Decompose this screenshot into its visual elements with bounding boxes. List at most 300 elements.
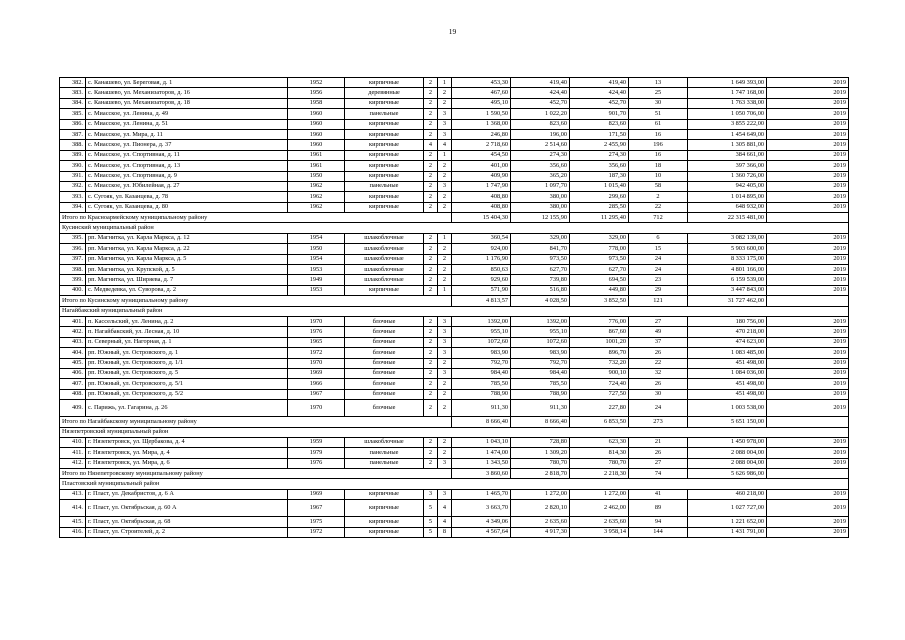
residents-cell: 94 — [629, 517, 688, 527]
residents-cell: 27 — [629, 316, 688, 326]
entrances-cell: 2 — [438, 254, 452, 264]
entrances-cell: 2 — [438, 88, 452, 98]
floors-cell: 2 — [424, 254, 438, 264]
row-number: 409. — [60, 400, 86, 417]
address-cell: г. Пласт, ул. Строителей, д. 2 — [86, 527, 288, 537]
total-area-sum: 4 813,57 — [452, 296, 511, 306]
floors-cell: 2 — [424, 129, 438, 139]
premises-area-cell: 984,40 — [511, 368, 570, 378]
residents-cell: 18 — [629, 161, 688, 171]
repair-cost-cell: 1 027 727,00 — [688, 500, 767, 517]
wall-material-cell: кирпичные — [345, 98, 424, 108]
table-row — [60, 348, 849, 358]
district-name: Пластовский муниципальный район — [60, 479, 849, 489]
table-row — [60, 171, 849, 181]
table-row — [60, 500, 849, 517]
address-cell: г. Пласт, ул. Октябрьская, д. 68 — [86, 517, 288, 527]
residential-area-cell: 901,70 — [570, 109, 629, 119]
entrances-cell: 3 — [438, 129, 452, 139]
year-built-cell: 1965 — [288, 337, 345, 347]
repair-year-cell: 2019 — [767, 500, 849, 517]
year-built-cell: 1956 — [288, 88, 345, 98]
year-built-cell: 1961 — [288, 150, 345, 160]
residential-area-cell: 814,30 — [570, 448, 629, 458]
premises-area-cell: 1 272,00 — [511, 489, 570, 499]
address-cell: с. Миасское, ул. Мира, д. 11 — [86, 129, 288, 139]
year-built-cell: 1958 — [288, 98, 345, 108]
premises-area-cell: 380,00 — [511, 192, 570, 202]
floors-cell: 5 — [424, 500, 438, 517]
residential-area-sum: 3 852,50 — [570, 296, 629, 306]
residential-area-cell: 778,00 — [570, 244, 629, 254]
wall-material-cell: блочные — [345, 368, 424, 378]
entrances-cell: 2 — [438, 202, 452, 212]
total-area-cell: 929,60 — [452, 275, 511, 285]
residential-area-cell: 1001,20 — [570, 337, 629, 347]
floors-cell: 2 — [424, 368, 438, 378]
residential-area-cell: 356,60 — [570, 161, 629, 171]
premises-area-cell: 1 309,20 — [511, 448, 570, 458]
district-total-label: Итого по Кусинскому муниципальному району — [60, 296, 452, 306]
repair-year-cell: 2019 — [767, 192, 849, 202]
empty-cell — [767, 417, 849, 427]
total-area-cell: 955,10 — [452, 327, 511, 337]
wall-material-cell: шлакоблочные — [345, 244, 424, 254]
table-row — [60, 254, 849, 264]
row-number: 415. — [60, 517, 86, 527]
wall-material-cell: блочные — [345, 316, 424, 326]
residents-cell: 26 — [629, 448, 688, 458]
district-total-label: Итого по Нязепетровскому муниципальному району — [60, 469, 452, 479]
residential-area-cell: 776,00 — [570, 316, 629, 326]
row-number: 410. — [60, 437, 86, 447]
row-number: 395. — [60, 233, 86, 243]
residents-cell: 13 — [629, 78, 688, 88]
table-row — [60, 458, 849, 468]
address-cell: с. Миасское, ул. Спортивная, д. 9 — [86, 171, 288, 181]
entrances-cell: 2 — [438, 400, 452, 417]
table-row — [60, 368, 849, 378]
floors-cell: 2 — [424, 244, 438, 254]
residents-cell: 24 — [629, 265, 688, 275]
repair-cost-sum: 22 315 481,00 — [688, 213, 767, 223]
row-number: 412. — [60, 458, 86, 468]
row-number: 384. — [60, 98, 86, 108]
year-built-cell: 1950 — [288, 244, 345, 254]
total-area-cell: 2 718,60 — [452, 140, 511, 150]
row-number: 390. — [60, 161, 86, 171]
residents-cell: 24 — [629, 400, 688, 417]
residents-cell: 29 — [629, 285, 688, 295]
row-number: 407. — [60, 379, 86, 389]
entrances-cell: 1 — [438, 78, 452, 88]
residents-cell: 15 — [629, 244, 688, 254]
total-area-cell: 924,00 — [452, 244, 511, 254]
repair-year-cell: 2019 — [767, 119, 849, 129]
row-number: 386. — [60, 119, 86, 129]
row-number: 406. — [60, 368, 86, 378]
premises-area-cell: 627,70 — [511, 265, 570, 275]
entrances-cell: 4 — [438, 517, 452, 527]
wall-material-cell: кирпичные — [345, 202, 424, 212]
entrances-cell: 3 — [438, 109, 452, 119]
year-built-cell: 1953 — [288, 265, 345, 275]
repair-cost-cell: 3 447 843,00 — [688, 285, 767, 295]
district-header-row — [60, 427, 849, 437]
floors-cell: 2 — [424, 285, 438, 295]
total-area-cell: 911,30 — [452, 400, 511, 417]
total-area-cell: 1 590,50 — [452, 109, 511, 119]
repair-cost-cell: 1 450 978,00 — [688, 437, 767, 447]
table-row — [60, 448, 849, 458]
premises-area-cell: 823,60 — [511, 119, 570, 129]
total-area-cell: 401,00 — [452, 161, 511, 171]
total-area-cell: 1072,60 — [452, 337, 511, 347]
row-number: 401. — [60, 316, 86, 326]
residents-cell: 27 — [629, 458, 688, 468]
repair-cost-cell: 5 903 600,00 — [688, 244, 767, 254]
floors-cell: 2 — [424, 348, 438, 358]
repair-cost-cell: 1 014 895,00 — [688, 192, 767, 202]
year-built-cell: 1960 — [288, 140, 345, 150]
wall-material-cell: шлакоблочные — [345, 254, 424, 264]
repair-cost-cell: 397 366,00 — [688, 161, 767, 171]
entrances-cell: 2 — [438, 265, 452, 275]
table-row — [60, 337, 849, 347]
wall-material-cell: кирпичные — [345, 161, 424, 171]
premises-area-sum: 4 028,50 — [511, 296, 570, 306]
repair-cost-sum: 5 626 986,00 — [688, 469, 767, 479]
year-built-cell: 1976 — [288, 458, 345, 468]
housing-register-table — [59, 77, 849, 538]
residential-area-cell: 823,60 — [570, 119, 629, 129]
residents-cell: 30 — [629, 389, 688, 399]
premises-area-cell: 329,00 — [511, 233, 570, 243]
total-area-cell: 571,90 — [452, 285, 511, 295]
repair-cost-cell: 460 218,00 — [688, 489, 767, 499]
table-row — [60, 379, 849, 389]
residents-cell: 24 — [629, 254, 688, 264]
wall-material-cell: кирпичные — [345, 527, 424, 537]
entrances-cell: 3 — [438, 316, 452, 326]
table-row — [60, 129, 849, 139]
total-area-cell: 1392,00 — [452, 316, 511, 326]
year-built-cell: 1962 — [288, 202, 345, 212]
entrances-cell: 3 — [438, 181, 452, 191]
district-total-row — [60, 417, 849, 427]
address-cell: с. Миасское, ул. Спортивная, д. 13 — [86, 161, 288, 171]
wall-material-cell: кирпичные — [345, 119, 424, 129]
floors-cell: 2 — [424, 400, 438, 417]
table-row — [60, 233, 849, 243]
year-built-cell: 1979 — [288, 448, 345, 458]
total-area-cell: 408,80 — [452, 192, 511, 202]
address-cell: с. Сугояк, ул. Казанцева, д. 80 — [86, 202, 288, 212]
year-built-cell: 1967 — [288, 389, 345, 399]
total-area-cell: 1 343,50 — [452, 458, 511, 468]
address-cell: рп. Южный, ул. Островского, д. 1 — [86, 348, 288, 358]
repair-year-cell: 2019 — [767, 150, 849, 160]
residential-area-cell: 2 462,00 — [570, 500, 629, 517]
repair-cost-cell: 451 498,00 — [688, 389, 767, 399]
repair-year-cell: 2019 — [767, 316, 849, 326]
district-name: Нагайбакский муниципальный район — [60, 306, 849, 316]
wall-material-cell: панельные — [345, 109, 424, 119]
address-cell: г. Нязепетровск, ул. Щербакова, д. 4 — [86, 437, 288, 447]
year-built-cell: 1952 — [288, 78, 345, 88]
entrances-cell: 3 — [438, 458, 452, 468]
total-area-cell: 246,80 — [452, 129, 511, 139]
wall-material-cell: кирпичные — [345, 517, 424, 527]
empty-cell — [767, 296, 849, 306]
district-total-row — [60, 296, 849, 306]
year-built-cell: 1950 — [288, 171, 345, 181]
page-number: 19 — [448, 27, 457, 36]
repair-cost-cell: 451 498,00 — [688, 379, 767, 389]
row-number: 383. — [60, 88, 86, 98]
total-area-cell: 408,80 — [452, 202, 511, 212]
row-number: 405. — [60, 358, 86, 368]
repair-year-cell: 2019 — [767, 517, 849, 527]
residents-cell: 30 — [629, 98, 688, 108]
residential-area-cell: 2 635,60 — [570, 517, 629, 527]
premises-area-cell: 911,30 — [511, 400, 570, 417]
row-number: 399. — [60, 275, 86, 285]
empty-cell — [767, 213, 849, 223]
table-row — [60, 78, 849, 88]
repair-cost-cell: 1 221 652,00 — [688, 517, 767, 527]
residential-area-cell: 867,60 — [570, 327, 629, 337]
row-number: 402. — [60, 327, 86, 337]
floors-cell: 2 — [424, 265, 438, 275]
entrances-cell: 3 — [438, 337, 452, 347]
row-number: 392. — [60, 181, 86, 191]
table-row — [60, 161, 849, 171]
residents-sum: 273 — [629, 417, 688, 427]
repair-year-cell: 2019 — [767, 202, 849, 212]
repair-year-cell: 2019 — [767, 348, 849, 358]
floors-cell: 2 — [424, 275, 438, 285]
total-area-cell: 1 368,00 — [452, 119, 511, 129]
floors-cell: 2 — [424, 437, 438, 447]
repair-cost-cell: 474 623,00 — [688, 337, 767, 347]
table-row — [60, 181, 849, 191]
residential-area-cell: 424,40 — [570, 88, 629, 98]
premises-area-cell: 419,40 — [511, 78, 570, 88]
row-number: 387. — [60, 129, 86, 139]
residents-cell: 61 — [629, 119, 688, 129]
wall-material-cell: кирпичные — [345, 171, 424, 181]
entrances-cell: 3 — [438, 368, 452, 378]
year-built-cell: 1970 — [288, 400, 345, 417]
entrances-cell: 2 — [438, 448, 452, 458]
repair-cost-sum: 5 651 150,00 — [688, 417, 767, 427]
table-row — [60, 358, 849, 368]
residential-area-cell: 274,30 — [570, 150, 629, 160]
address-cell: с. Миасское, ул. Ленина, д. 49 — [86, 109, 288, 119]
row-number: 396. — [60, 244, 86, 254]
year-built-cell: 1969 — [288, 489, 345, 499]
row-number: 416. — [60, 527, 86, 537]
year-built-cell: 1962 — [288, 192, 345, 202]
floors-cell: 2 — [424, 78, 438, 88]
entrances-cell: 1 — [438, 150, 452, 160]
repair-cost-cell: 470 218,00 — [688, 327, 767, 337]
table-row — [60, 389, 849, 399]
entrances-cell: 2 — [438, 379, 452, 389]
total-area-cell: 850,63 — [452, 265, 511, 275]
address-cell: рп. Южный, ул. Островского, д. 5/2 — [86, 389, 288, 399]
wall-material-cell: кирпичные — [345, 140, 424, 150]
residents-cell: 37 — [629, 337, 688, 347]
residential-area-cell: 896,70 — [570, 348, 629, 358]
repair-year-cell: 2019 — [767, 88, 849, 98]
residential-area-cell: 329,00 — [570, 233, 629, 243]
total-area-cell: 454,50 — [452, 150, 511, 160]
row-number: 393. — [60, 192, 86, 202]
address-cell: г. Пласт, ул. Октябрьская, д. 60 А — [86, 500, 288, 517]
address-cell: п. Кассельский, ул. Ленина, д. 2 — [86, 316, 288, 326]
residents-cell: 51 — [629, 109, 688, 119]
floors-cell: 2 — [424, 192, 438, 202]
year-built-cell: 1976 — [288, 327, 345, 337]
residents-cell: 22 — [629, 358, 688, 368]
residents-cell: 2 — [629, 192, 688, 202]
table-row — [60, 316, 849, 326]
repair-cost-cell: 180 756,00 — [688, 316, 767, 326]
premises-area-cell: 365,20 — [511, 171, 570, 181]
residents-cell: 23 — [629, 275, 688, 285]
year-built-cell: 1970 — [288, 316, 345, 326]
repair-year-cell: 2019 — [767, 437, 849, 447]
residential-area-cell: 171,50 — [570, 129, 629, 139]
district-name: Нязепетровский муниципальный район — [60, 427, 849, 437]
residents-cell: 58 — [629, 181, 688, 191]
wall-material-cell: кирпичные — [345, 285, 424, 295]
premises-area-cell: 785,50 — [511, 379, 570, 389]
entrances-cell: 3 — [438, 119, 452, 129]
year-built-cell: 1960 — [288, 119, 345, 129]
residential-area-sum: 11 295,40 — [570, 213, 629, 223]
year-built-cell: 1972 — [288, 348, 345, 358]
row-number: 398. — [60, 265, 86, 275]
row-number: 397. — [60, 254, 86, 264]
total-area-cell: 360,54 — [452, 233, 511, 243]
repair-cost-cell: 8 333 175,00 — [688, 254, 767, 264]
year-built-cell: 1954 — [288, 254, 345, 264]
premises-area-cell: 841,70 — [511, 244, 570, 254]
repair-cost-cell: 1 360 726,00 — [688, 171, 767, 181]
premises-area-cell: 1 097,70 — [511, 181, 570, 191]
year-built-cell: 1966 — [288, 379, 345, 389]
residential-area-cell: 973,50 — [570, 254, 629, 264]
entrances-cell: 2 — [438, 244, 452, 254]
repair-year-cell: 2019 — [767, 181, 849, 191]
floors-cell: 4 — [424, 140, 438, 150]
entrances-cell: 2 — [438, 358, 452, 368]
address-cell: с. Миасское, ул. Ленина, д. 51 — [86, 119, 288, 129]
table-row — [60, 265, 849, 275]
premises-area-cell: 728,80 — [511, 437, 570, 447]
district-header-row — [60, 479, 849, 489]
residential-area-cell: 449,80 — [570, 285, 629, 295]
repair-year-cell: 2019 — [767, 327, 849, 337]
residents-cell: 49 — [629, 327, 688, 337]
entrances-cell: 4 — [438, 500, 452, 517]
repair-year-cell: 2019 — [767, 78, 849, 88]
premises-area-cell: 424,40 — [511, 88, 570, 98]
repair-cost-cell: 648 932,00 — [688, 202, 767, 212]
table-row — [60, 119, 849, 129]
address-cell: с. Миасское, ул. Пионера, д. 37 — [86, 140, 288, 150]
table-row — [60, 275, 849, 285]
row-number: 394. — [60, 202, 86, 212]
district-header-row — [60, 306, 849, 316]
year-built-cell: 1953 — [288, 285, 345, 295]
address-cell: с. Миасское, ул. Спортивная, д. 11 — [86, 150, 288, 160]
repair-cost-cell: 1 431 791,00 — [688, 527, 767, 537]
table-row — [60, 527, 849, 537]
residents-cell: 16 — [629, 150, 688, 160]
floors-cell: 2 — [424, 379, 438, 389]
repair-cost-cell: 1 084 036,00 — [688, 368, 767, 378]
entrances-cell: 3 — [438, 489, 452, 499]
table-row — [60, 192, 849, 202]
year-built-cell: 1970 — [288, 358, 345, 368]
repair-year-cell: 2019 — [767, 275, 849, 285]
residential-area-cell: 1 015,40 — [570, 181, 629, 191]
entrances-cell: 2 — [438, 389, 452, 399]
total-area-cell: 788,90 — [452, 389, 511, 399]
row-number: 411. — [60, 448, 86, 458]
repair-year-cell: 2019 — [767, 358, 849, 368]
floors-cell: 2 — [424, 98, 438, 108]
entrances-cell: 2 — [438, 171, 452, 181]
premises-area-cell: 1392,00 — [511, 316, 570, 326]
residential-area-cell: 694,50 — [570, 275, 629, 285]
repair-year-cell: 2019 — [767, 98, 849, 108]
residents-cell: 32 — [629, 368, 688, 378]
entrances-cell: 2 — [438, 275, 452, 285]
total-area-cell: 3 663,70 — [452, 500, 511, 517]
repair-year-cell: 2019 — [767, 337, 849, 347]
wall-material-cell: шлакоблочные — [345, 265, 424, 275]
entrances-cell: 1 — [438, 285, 452, 295]
repair-cost-cell: 2 088 004,00 — [688, 448, 767, 458]
residential-area-cell: 419,40 — [570, 78, 629, 88]
premises-area-cell: 955,10 — [511, 327, 570, 337]
entrances-cell: 1 — [438, 233, 452, 243]
wall-material-cell: панельные — [345, 448, 424, 458]
repair-year-cell: 2019 — [767, 448, 849, 458]
residents-cell: 6 — [629, 233, 688, 243]
residential-area-cell: 900,10 — [570, 368, 629, 378]
entrances-cell: 4 — [438, 140, 452, 150]
total-area-sum: 8 666,40 — [452, 417, 511, 427]
residential-area-cell: 1 272,00 — [570, 489, 629, 499]
repair-year-cell: 2019 — [767, 379, 849, 389]
residential-area-cell: 3 958,14 — [570, 527, 629, 537]
premises-area-sum: 8 666,40 — [511, 417, 570, 427]
repair-cost-cell: 384 661,00 — [688, 150, 767, 160]
wall-material-cell: кирпичные — [345, 500, 424, 517]
repair-year-cell: 2019 — [767, 265, 849, 275]
address-cell: рп. Южный, ул. Островского, д. 5/1 — [86, 379, 288, 389]
premises-area-cell: 1072,60 — [511, 337, 570, 347]
repair-year-cell: 2019 — [767, 489, 849, 499]
entrances-cell: 8 — [438, 527, 452, 537]
total-area-cell: 467,60 — [452, 88, 511, 98]
